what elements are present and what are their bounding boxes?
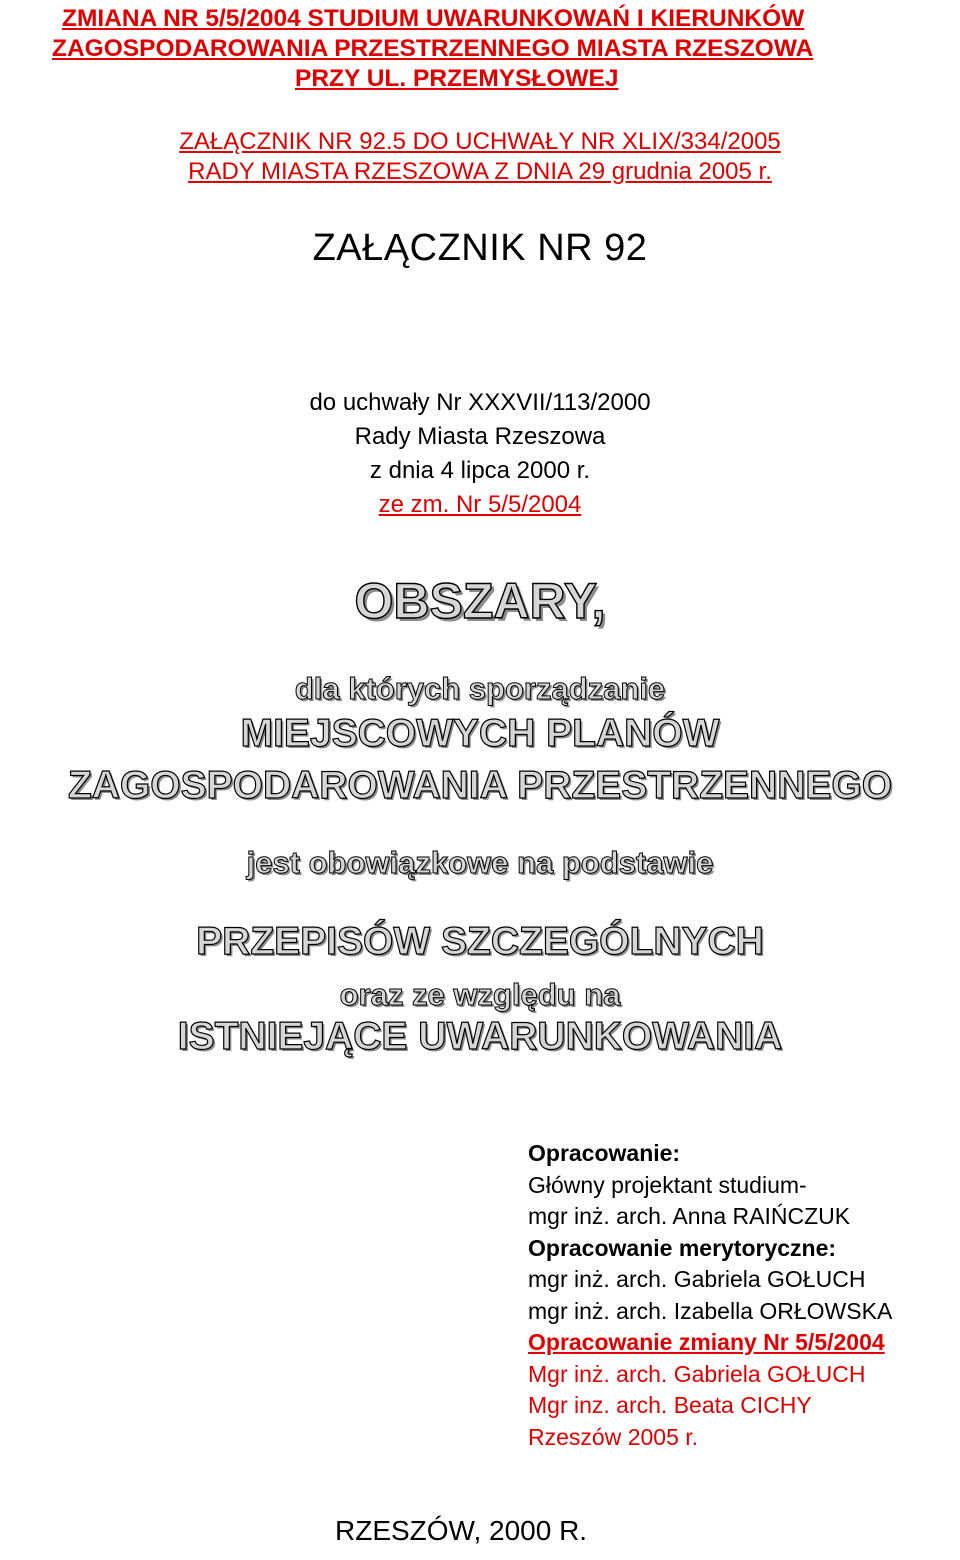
credits-line-3: mgr inż. arch. Gabriela GOŁUCH — [528, 1266, 866, 1292]
main-subtitle-2: jest obowiązkowe na podstawie — [246, 845, 714, 880]
main-caps-3: PRZEPISÓW SZCZEGÓLNYCH — [196, 920, 764, 963]
annex-title: ZAŁĄCZNIK NR 92 — [312, 227, 648, 269]
main-subtitle-1: dla których sporządzanie — [294, 671, 666, 706]
credits-block — [528, 1138, 892, 1453]
resolution-line-1: do uchwały Nr XXXVII/113/2000 — [309, 389, 651, 416]
main-subtitle-3: oraz ze względu na — [339, 977, 621, 1012]
credits-line-6: Mgr inz. arch. Beata CICHY — [528, 1392, 812, 1418]
header-line-1: ZMIANA NR 5/5/2004 STUDIUM UWARUNKOWAŃ I KIERUNKÓW — [62, 5, 805, 32]
credits-line-5: Mgr inż. arch. Gabriela GOŁUCH — [528, 1360, 866, 1387]
credits-line-4: mgr inż. arch. Izabella ORŁOWSKA — [528, 1297, 893, 1324]
credits-heading-3: Opracowanie zmiany Nr 5/5/2004 — [528, 1329, 885, 1355]
main-title: OBSZARY, — [354, 573, 606, 629]
resolution-line-2: Rady Miasta Rzeszowa — [354, 423, 606, 450]
annex-resolution-ref — [0, 127, 960, 187]
resolution-amendment: ze zm. Nr 5/5/2004 — [378, 491, 582, 518]
header-title — [52, 4, 814, 94]
credits-line-2: mgr inż. arch. Anna RAIŃCZUK — [528, 1203, 851, 1229]
credits-line-1: Główny projektant studium- — [528, 1171, 807, 1198]
header-line-2: ZAGOSPODAROWANIA PRZESTRZENNEGO MIASTA RZESZOWA — [52, 35, 814, 62]
header-line-3: PRZY UL. PRZEMYSŁOWEJ — [295, 65, 619, 92]
main-caps-4: ISTNIEJĄCE UWARUNKOWANIA — [177, 1015, 783, 1058]
main-caps-2: ZAGOSPODAROWANIA PRZESTRZENNEGO — [67, 764, 893, 807]
resolution-line-3: z dnia 4 lipca 2000 r. — [369, 457, 591, 484]
credits-heading-2: Opracowanie merytoryczne: — [528, 1234, 837, 1261]
resolution-block — [0, 386, 960, 522]
credits-line-7: Rzeszów 2005 r. — [528, 1423, 699, 1450]
credits-heading-1: Opracowanie: — [528, 1140, 681, 1166]
footer-place-date: RZESZÓW, 2000 R. — [335, 1515, 588, 1546]
annex-resolution-line-2: RADY MIASTA RZESZOWA Z DNIA 29 grudnia 2005 r. — [188, 158, 772, 185]
main-caps-1: MIEJSCOWYCH PLANÓW — [240, 712, 720, 755]
annex-resolution-line-1: ZAŁĄCZNIK NR 92.5 DO UCHWAŁY NR XLIX/334/2005 — [179, 128, 781, 155]
